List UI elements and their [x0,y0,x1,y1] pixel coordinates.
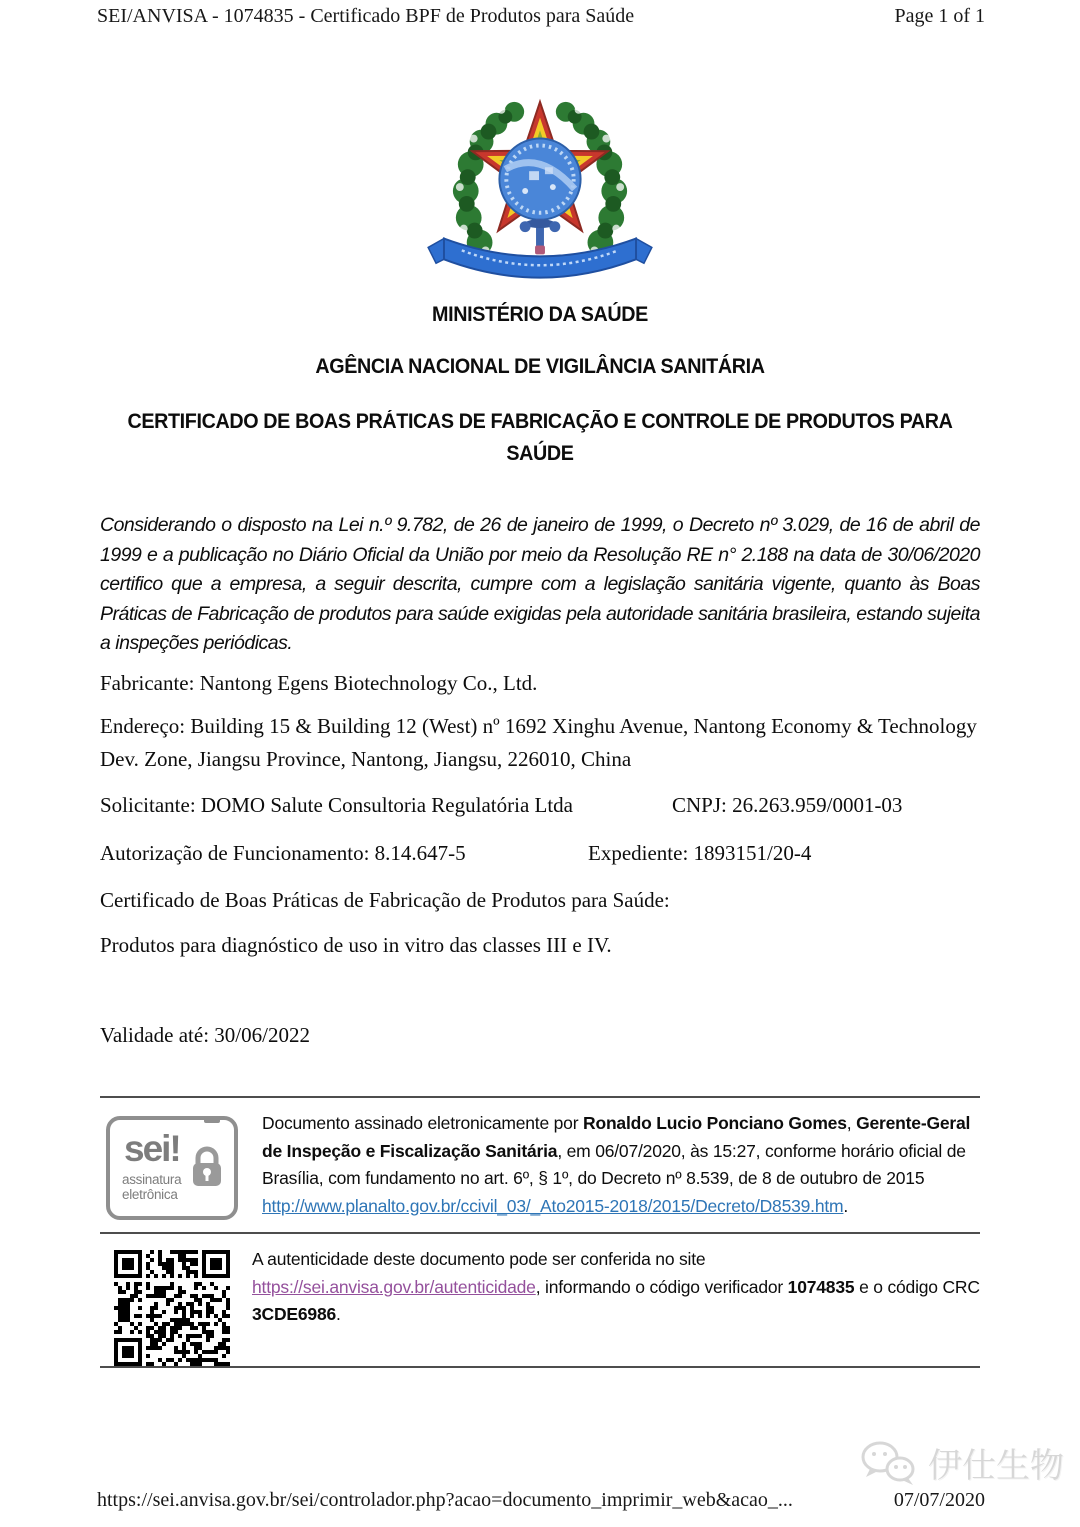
page-number: Page 1 of 1 [894,5,985,27]
lock-icon [190,1146,224,1188]
field-cnpj: CNPJ: 26.263.959/0001-03 [672,793,903,817]
footer-date: 07/07/2020 [893,1489,985,1511]
title-ministry: MINISTÉRIO DA SAÚDE [432,303,648,326]
hyperlink[interactable]: http://www.planalto.gov.br/ccivil_03/_Ato2015-2018/2015/Decreto/D8539.htm [262,1195,844,1216]
signature-text: Documento assinado eletronicamente por Ronaldo Lucio Ponciano Gomes, Gerente-Geral de Inspeção e Fiscalização Sanitária, em 06/07/2020, às 15:27, conforme horário oficial de Brasília, com fundamento no art. 6º, § 1º, do Decreto nº 8.539, de 8 de outubro de 2015 http://www.planalto.gov.br/ccivil_03/_Ato2015-2018/2015/Decreto/D8539.htm. [262,1113,971,1216]
divider-middle [100,1232,980,1234]
field-solicitante: Solicitante: DOMO Salute Consultoria Regulatória Ltda [100,793,574,817]
title-agency: AGÊNCIA NACIONAL DE VIGILÂNCIA SANITÁRIA [315,355,765,378]
authenticity-block [100,1246,980,1371]
field-fabricante: Fabricante: Nantong Egens Biotechnology Co., Ltd. [100,671,538,695]
title-certificate: CERTIFICADO DE BOAS PRÁTICAS DE FABRICAÇÃO E CONTROLE DE PRODUTOS PARA SAÚDE [127,410,953,465]
row-solicitante [100,789,980,822]
watermark [858,1438,1064,1487]
field-autorizacao: Autorização de Funcionamento: 8.14.647-5 [100,841,466,865]
sei-electronic-signature-badge [106,1116,238,1220]
wechat-icon [858,1439,920,1487]
sei-badge-subtitle: assinatura eletrônica [122,1172,182,1202]
signature-block [100,1110,980,1220]
qr-code [114,1250,230,1371]
hyperlink[interactable]: https://sei.anvisa.gov.br/autenticidade [252,1276,536,1297]
preamble-paragraph: Considerando o disposto na Lei n.º 9.782, de 26 de janeiro de 1999, o Decreto nº 3.029, de 16 de abril de 1999 e a publicação no Diário Oficial da União por meio da Resolução RE n° 2.188 na data de 30/06/2020 certifico que a empresa, a seguir descrita, cumpre com a legislação sanitária vigente, quanto às Boas Práticas de Fabricação de produtos para saúde exigidas pela autoridade sanitária brasileira, estando sujeita a inspeções periódicas. [100,514,980,654]
divider-bottom [100,1366,980,1368]
footer-url: https://sei.anvisa.gov.br/sei/controlador.php?acao=documento_imprimir_web&acao_... [97,1489,793,1511]
sword-hilt [520,219,561,255]
brazil-coat-of-arms [426,92,654,295]
authenticity-text: A autenticidade deste documento pode ser conferida no site https://sei.anvisa.gov.br/autenticidade, informando o código verificador 1074835 e o código CRC 3CDE6986. [252,1249,980,1324]
field-validade: Validade até: 30/06/2022 [100,1023,310,1047]
row-autorizacao [100,837,980,870]
field-produtos: Produtos para diagnóstico de uso in vitro das classes III e IV. [100,933,612,957]
field-certificado-de: Certificado de Boas Práticas de Fabricação de Produtos para Saúde: [100,888,670,912]
field-expediente: Expediente: 1893151/20-4 [588,841,812,865]
print-header [97,5,985,28]
watermark-brand: 伊仕生物 [928,1447,1064,1485]
badge-notch [204,1116,220,1123]
sei-logo: sei! [124,1128,180,1169]
divider-top [100,1096,980,1098]
document-title: SEI/ANVISA - 1074835 - Certificado BPF de Produtos para Saúde [97,5,635,27]
field-endereco: Endereço: Building 15 & Building 12 (West) nº 1692 Xinghu Avenue, Nantong Economy & Technology Dev. Zone, Jiangsu Province, Nantong, Jiangsu, 226010, China [100,714,977,771]
globe [499,139,580,220]
print-footer [97,1489,985,1512]
